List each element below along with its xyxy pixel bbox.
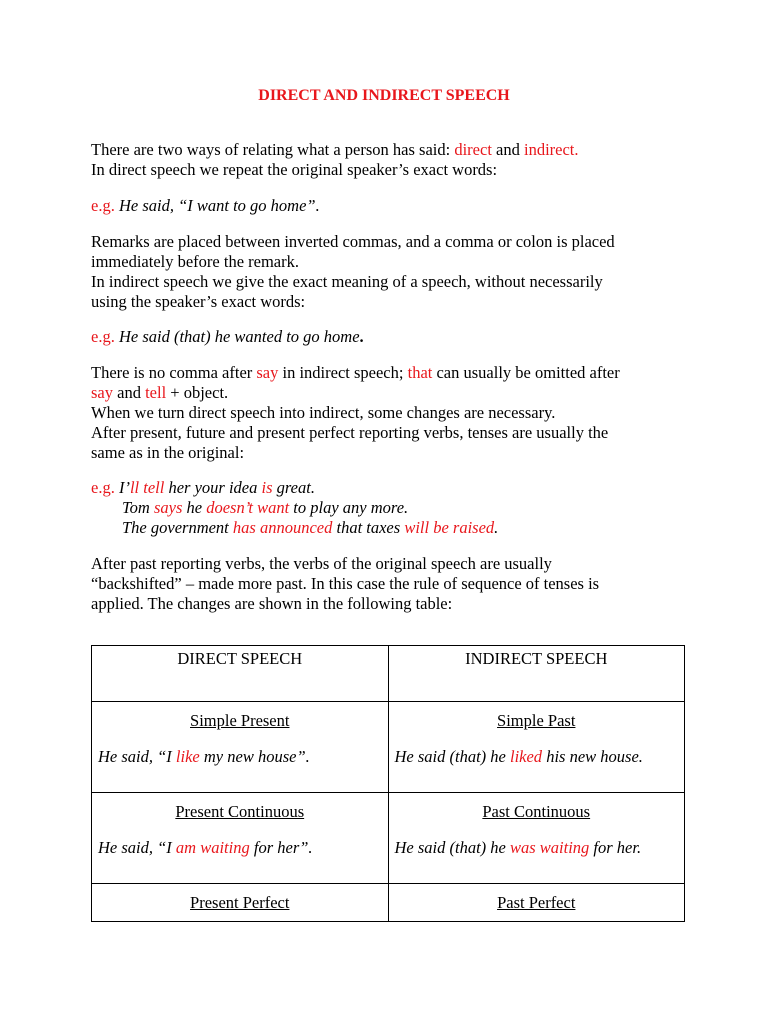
example-sentence (98, 747, 382, 767)
tense-name: Past Perfect (497, 893, 576, 912)
example-period: . (359, 327, 364, 346)
paragraph-line: Remarks are placed between inverted commas, and a comma or colon is placed (91, 232, 615, 251)
paragraph-line: applied. The changes are shown in the following table: (91, 594, 453, 613)
intro-text: There are two ways of relating what a person has said: (91, 140, 455, 159)
table-row (92, 884, 685, 922)
eg-label: e.g. (91, 196, 115, 215)
text-run: her your idea (164, 478, 262, 497)
intro-line-1 (91, 140, 691, 160)
tense-name: Present Perfect (190, 893, 290, 912)
table-cell (388, 702, 685, 793)
example-line (91, 478, 691, 498)
example-line (91, 498, 691, 518)
keyword-say: say (91, 383, 113, 402)
tense-table (91, 645, 685, 922)
verb-highlight: has announced (232, 518, 333, 537)
text-run: can usually be omitted after (432, 363, 620, 382)
table-cell (92, 884, 389, 922)
paragraph-line (91, 363, 691, 383)
text-run: that taxes (332, 518, 405, 537)
text-run: The government (122, 518, 233, 537)
example-sentence (395, 838, 679, 858)
term-indirect: indirect. (523, 140, 579, 159)
term-direct: direct (454, 140, 492, 159)
keyword-say: say (256, 363, 279, 382)
tense-name: Past Continuous (482, 802, 591, 821)
example-2 (91, 327, 691, 347)
verb-highlight: says (153, 498, 183, 517)
table-cell (388, 884, 685, 922)
text-run: Tom (122, 498, 154, 517)
page-title: DIRECT AND INDIRECT SPEECH (258, 87, 510, 104)
text-run: in indirect speech; (278, 363, 408, 382)
text-run: and (113, 383, 146, 402)
verb-highlight: doesn’t want (206, 498, 290, 517)
verb-highlight: was waiting (509, 838, 590, 857)
verb-highlight: am waiting (175, 838, 250, 857)
keyword-tell: tell (145, 383, 167, 402)
verb-highlight: liked (509, 747, 543, 766)
table-row (92, 702, 685, 793)
keyword-that: that (407, 363, 433, 382)
paragraph-line: immediately before the remark. (91, 252, 299, 271)
header-direct: DIRECT SPEECH (92, 646, 389, 702)
paragraph-line: using the speaker’s exact words: (91, 292, 306, 311)
header-indirect: INDIRECT SPEECH (388, 646, 685, 702)
paragraph-line: same as in the original: (91, 443, 245, 462)
example-sentence (98, 838, 382, 858)
paragraph-line (91, 383, 691, 403)
conjunction: and (491, 140, 524, 159)
text-run: for her. (589, 838, 642, 857)
text-run: he (182, 498, 207, 517)
remarks-paragraph (91, 232, 691, 312)
tense-name: Simple Present (190, 711, 290, 730)
verb-highlight: is (261, 478, 273, 497)
text-run: for her”. (249, 838, 313, 857)
table-cell (92, 702, 389, 793)
text-run: my new house”. (199, 747, 310, 766)
paragraph-line: “backshifted” – made more past. In this case the rule of sequence of tenses is (91, 574, 600, 593)
text-run: He said (that) he (394, 747, 510, 766)
tense-name: Present Continuous (175, 802, 305, 821)
eg-label: e.g. (91, 478, 115, 497)
example-3 (91, 478, 691, 538)
verb-highlight: like (175, 747, 200, 766)
eg-label: e.g. (91, 327, 115, 346)
text-run: I’ (114, 478, 130, 497)
text-run: + object. (166, 383, 229, 402)
example-sentence (395, 747, 679, 767)
text-run: to play any more. (289, 498, 409, 517)
verb-highlight: ll tell (129, 478, 165, 497)
paragraph-line: When we turn direct speech into indirect, some changes are necessary. (91, 403, 556, 422)
comma-paragraph (91, 363, 691, 463)
paragraph-line: In indirect speech we give the exact meaning of a speech, without necessarily (91, 272, 603, 291)
intro-line-2: In direct speech we repeat the original speaker’s exact words: (91, 160, 498, 179)
text-run: his new house. (542, 747, 643, 766)
table-header-row (92, 646, 685, 702)
text-run: He said (that) he (394, 838, 510, 857)
example-line (91, 518, 691, 538)
example-text: He said, “I want to go home”. (114, 196, 320, 215)
intro-paragraph (91, 140, 691, 180)
paragraph-line: After past reporting verbs, the verbs of the original speech are usually (91, 554, 552, 573)
example-text: He said (that) he wanted to go home (114, 327, 360, 346)
table-cell (388, 793, 685, 884)
example-1 (91, 196, 691, 216)
text-run: There is no comma after (91, 363, 257, 382)
text-run: He said, “I (98, 747, 176, 766)
tense-name: Simple Past (497, 711, 576, 730)
text-run: . (494, 518, 499, 537)
verb-highlight: will be raised (404, 518, 495, 537)
backshift-paragraph (91, 554, 691, 614)
text-run: great. (272, 478, 315, 497)
table-row (92, 793, 685, 884)
text-run: He said, “I (98, 838, 176, 857)
paragraph-line: After present, future and present perfect reporting verbs, tenses are usually the (91, 423, 609, 442)
table-cell (92, 793, 389, 884)
